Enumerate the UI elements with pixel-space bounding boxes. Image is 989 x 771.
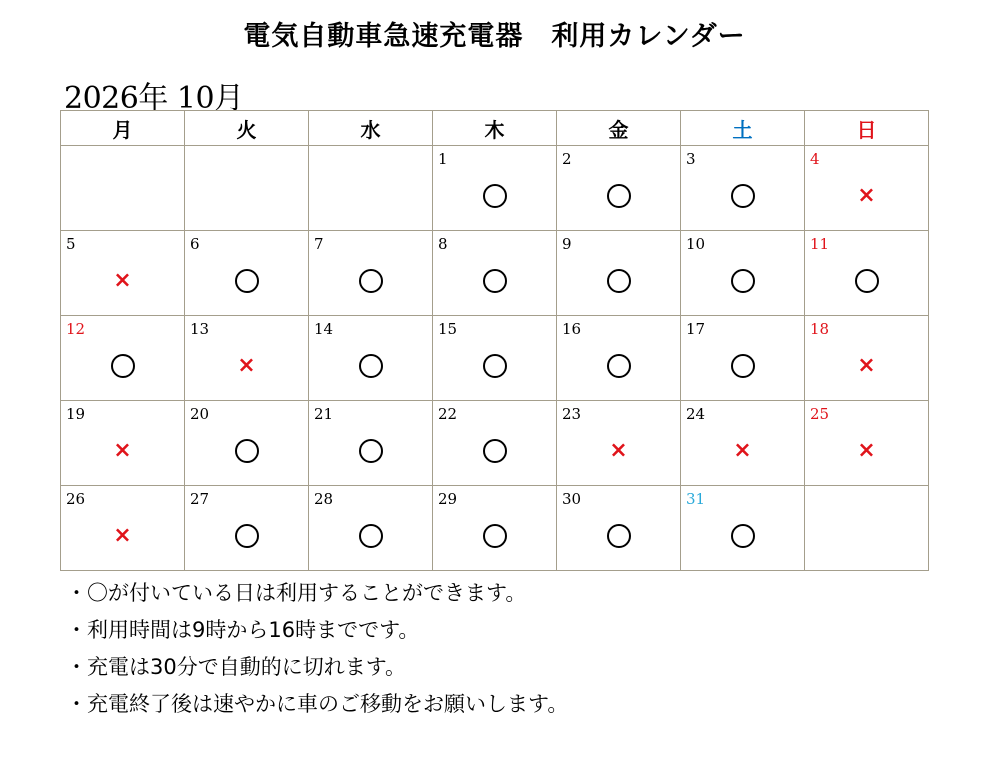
circle-icon [731, 524, 755, 548]
unavailable-cross-icon [185, 354, 308, 378]
day-cell [557, 231, 681, 316]
day-number: 7 [314, 235, 324, 253]
note-3: ・充電は30分で自動的に切れます。 [66, 655, 407, 679]
calendar-title: 電気自動車急速充電器 利用カレンダー [243, 21, 746, 52]
circle-icon [731, 354, 755, 378]
day-number: 21 [314, 405, 334, 423]
available-circle-icon [681, 354, 804, 382]
note-1: ・〇が付いている日は利用することができます。 [66, 581, 527, 605]
day-number: 8 [438, 235, 448, 253]
day-cell [681, 316, 805, 401]
day-cell [309, 486, 433, 571]
day-number: 6 [190, 235, 200, 253]
weekday-wed: 水 [309, 111, 433, 146]
week-row [61, 146, 929, 231]
day-number: 24 [686, 405, 706, 423]
day-cell [309, 401, 433, 486]
cross-icon: × [113, 438, 132, 463]
weekday-sun: 日 [805, 111, 929, 146]
day-cell [61, 316, 185, 401]
unavailable-cross-icon [557, 439, 680, 463]
circle-icon [607, 184, 631, 208]
day-number: 23 [562, 405, 582, 423]
week-row [61, 231, 929, 316]
circle-icon [111, 354, 135, 378]
circle-icon [235, 269, 259, 293]
unavailable-cross-icon [61, 269, 184, 293]
available-circle-icon [557, 269, 680, 297]
circle-icon [607, 269, 631, 293]
day-number: 25 [810, 405, 830, 423]
day-cell [61, 401, 185, 486]
weekday-fri: 金 [557, 111, 681, 146]
available-circle-icon [185, 269, 308, 297]
circle-icon [607, 354, 631, 378]
available-circle-icon [557, 524, 680, 552]
circle-icon [483, 184, 507, 208]
day-cell [433, 486, 557, 571]
available-circle-icon [309, 439, 432, 467]
day-number: 3 [686, 150, 696, 168]
available-circle-icon [557, 354, 680, 382]
available-circle-icon [433, 439, 556, 467]
weekday-thu: 木 [433, 111, 557, 146]
day-cell [805, 146, 929, 231]
empty-day-cell [185, 146, 309, 231]
day-cell [185, 231, 309, 316]
available-circle-icon [433, 184, 556, 212]
cross-icon: × [857, 438, 876, 463]
day-number: 9 [562, 235, 572, 253]
day-cell [805, 231, 929, 316]
day-cell [557, 316, 681, 401]
day-cell [557, 486, 681, 571]
day-cell [681, 231, 805, 316]
cross-icon: × [113, 523, 132, 548]
day-cell [433, 401, 557, 486]
day-number: 22 [438, 405, 458, 423]
day-number: 5 [66, 235, 76, 253]
day-cell [185, 316, 309, 401]
available-circle-icon [681, 269, 804, 297]
day-number: 11 [810, 235, 830, 253]
circle-icon [483, 524, 507, 548]
day-number: 1 [438, 150, 448, 168]
circle-icon [731, 269, 755, 293]
available-circle-icon [433, 354, 556, 382]
day-number: 14 [314, 320, 334, 338]
weekday-sat: 土 [681, 111, 805, 146]
day-number: 17 [686, 320, 706, 338]
unavailable-cross-icon [61, 439, 184, 463]
circle-icon [235, 439, 259, 463]
circle-icon [483, 439, 507, 463]
month-label: 2026年 10月 [64, 81, 244, 116]
cross-icon: × [857, 183, 876, 208]
circle-icon [359, 269, 383, 293]
empty-day-cell [805, 486, 929, 571]
day-cell [805, 316, 929, 401]
available-circle-icon [681, 524, 804, 552]
day-cell [557, 146, 681, 231]
available-circle-icon [681, 184, 804, 212]
week-row [61, 486, 929, 571]
circle-icon [731, 184, 755, 208]
week-row [61, 316, 929, 401]
available-circle-icon [185, 439, 308, 467]
circle-icon [359, 354, 383, 378]
circle-icon [235, 524, 259, 548]
circle-icon [359, 524, 383, 548]
day-cell [557, 401, 681, 486]
unavailable-cross-icon [61, 524, 184, 548]
available-circle-icon [185, 524, 308, 552]
available-circle-icon [309, 269, 432, 297]
day-cell [433, 231, 557, 316]
available-circle-icon [557, 184, 680, 212]
available-circle-icon [805, 269, 928, 297]
week-row [61, 401, 929, 486]
circle-icon [483, 269, 507, 293]
day-cell [681, 146, 805, 231]
day-cell [805, 401, 929, 486]
unavailable-cross-icon [681, 439, 804, 463]
cross-icon: × [733, 438, 752, 463]
cross-icon: × [237, 353, 256, 378]
available-circle-icon [309, 524, 432, 552]
day-number: 4 [810, 150, 820, 168]
unavailable-cross-icon [805, 354, 928, 378]
day-number: 29 [438, 490, 458, 508]
weekday-tue: 火 [185, 111, 309, 146]
day-number: 2 [562, 150, 572, 168]
day-cell [681, 486, 805, 571]
usage-notes [66, 578, 568, 726]
day-number: 31 [686, 490, 706, 508]
empty-day-cell [309, 146, 433, 231]
day-cell [185, 401, 309, 486]
calendar-grid [60, 110, 929, 571]
day-cell [433, 146, 557, 231]
circle-icon [483, 354, 507, 378]
available-circle-icon [433, 269, 556, 297]
weekday-mon: 月 [61, 111, 185, 146]
weekday-header-row [61, 111, 929, 146]
unavailable-cross-icon [805, 439, 928, 463]
day-number: 16 [562, 320, 582, 338]
day-number: 15 [438, 320, 458, 338]
day-number: 20 [190, 405, 210, 423]
day-cell [309, 231, 433, 316]
day-number: 12 [66, 320, 86, 338]
unavailable-cross-icon [805, 184, 928, 208]
cross-icon: × [609, 438, 628, 463]
available-circle-icon [309, 354, 432, 382]
available-circle-icon [433, 524, 556, 552]
circle-icon [855, 269, 879, 293]
day-cell [433, 316, 557, 401]
cross-icon: × [857, 353, 876, 378]
day-number: 30 [562, 490, 582, 508]
day-cell [309, 316, 433, 401]
empty-day-cell [61, 146, 185, 231]
day-number: 26 [66, 490, 86, 508]
cross-icon: × [113, 268, 132, 293]
day-cell [681, 401, 805, 486]
note-2: ・利用時間は9時から16時までです。 [66, 618, 420, 642]
day-number: 27 [190, 490, 210, 508]
day-cell [61, 486, 185, 571]
day-number: 28 [314, 490, 334, 508]
day-cell [61, 231, 185, 316]
circle-icon [607, 524, 631, 548]
day-number: 19 [66, 405, 86, 423]
available-circle-icon [61, 354, 184, 382]
circle-icon [359, 439, 383, 463]
day-cell [185, 486, 309, 571]
day-number: 13 [190, 320, 210, 338]
day-number: 18 [810, 320, 830, 338]
note-4: ・充電終了後は速やかに車のご移動をお願いします。 [66, 692, 569, 716]
day-number: 10 [686, 235, 706, 253]
